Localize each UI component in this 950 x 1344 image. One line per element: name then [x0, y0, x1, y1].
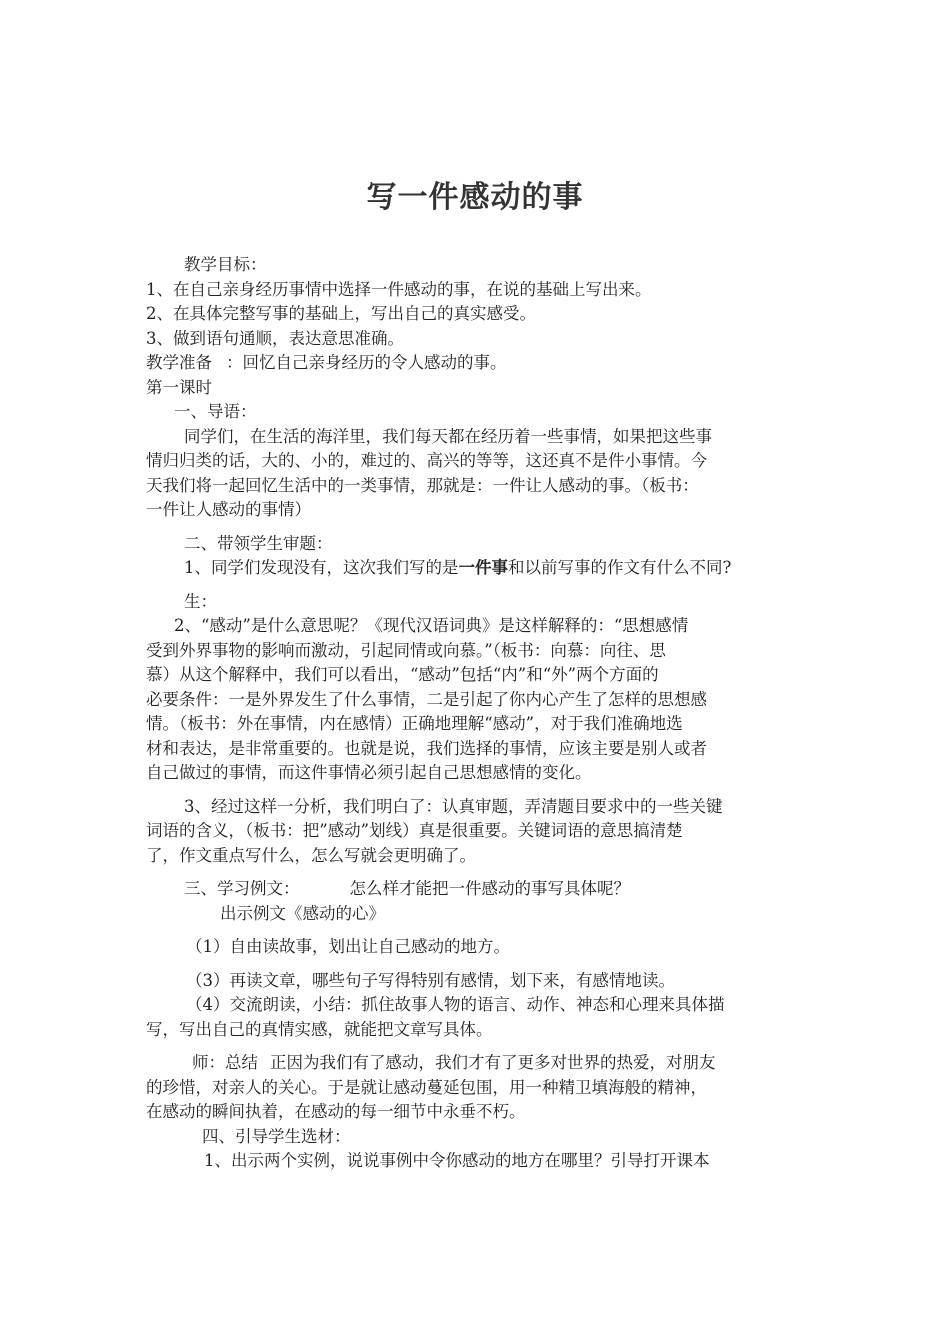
paragraph-line: 在感动的瞬间执着，在感动的每一细节中永垂不朽。: [146, 1102, 526, 1121]
paragraph-line: 材和表达，是非常重要的。也就是说，我们选择的事情，应该主要是别人或者: [146, 738, 707, 758]
teacher-label: 师：总结: [192, 1053, 258, 1072]
paragraph-line: 同学们，在生活的海洋里，我们每天都在经历着一些事情，如果把这些事: [184, 426, 712, 446]
teacher-summary-line: [146, 1051, 806, 1076]
goals-heading: 教学目标：: [184, 255, 267, 274]
section-3-heading: 三、学习例文：: [184, 879, 300, 898]
goal-item-1: 1、在自己亲身经历事情中选择一件感动的事，在说的基础上写出来。: [146, 279, 652, 299]
section-3-question: 怎么样才能把一件感动的事写具体呢？: [349, 879, 630, 898]
paragraph-line: 必要条件：一是外界发生了什么事情，二是引起了你内心产生了怎样的思想感: [146, 689, 707, 709]
goal-item-3: 3、做到语句通顺，表达意思准确。: [146, 328, 404, 348]
example-text-line: 出示例文《感动的心》: [220, 903, 385, 923]
paragraph-line: 慕）从这个解释中，我们可以看出，“感动”包括“内”和“外”两个方面的: [146, 665, 659, 684]
step-1: （1）自由读故事，划出让自己感动的地方。: [186, 937, 510, 956]
lesson-label: 第一课时: [146, 377, 212, 397]
paragraph-line: 3、经过这样一分析，我们明白了：认真审题，弄清题目要求中的一些关键: [184, 796, 723, 816]
student-label: 生：: [184, 591, 217, 611]
section-4-item-1: 1、出示两个实例，说说事例中令你感动的地方在哪里？引导打开课本: [204, 1151, 710, 1170]
paragraph-line: 情归归类的话，大的、小的，难过的、高兴的等等，这还真不是件小事情。今: [146, 451, 707, 470]
prep-text: ：回忆自己亲身经历的令人感动的事。: [226, 353, 507, 372]
paragraph-line: 天我们将一起回忆生活中的一类事情，那就是：一件让人感动的事。（板书：: [146, 475, 699, 495]
prep-line: [146, 351, 806, 376]
section-1-heading: 一、导语：: [174, 402, 257, 421]
section-2-heading: 二、带领学生审题：: [184, 533, 333, 553]
document-title: 写一件感动的事: [366, 180, 584, 215]
teacher-summary-text: 正因为我们有了感动，我们才有了更多对世界的热爱，对朋友: [270, 1053, 716, 1072]
document-body: [146, 253, 806, 1174]
question-1-post: 和以前写事的作文有什么不同?: [508, 558, 732, 577]
paragraph-line: 2、“感动”是什么意思呢？《现代汉语词典》是这样解释的：“思想感情: [174, 616, 689, 635]
question-1-line: [146, 556, 806, 581]
question-1-pre: 1、同学们发现没有，这次我们写的是: [184, 558, 459, 577]
paragraph-line: 的珍惜，对亲人的关心。于是就让感动蔓延包围，用一种精卫填海般的精神，: [146, 1077, 707, 1097]
step-4-line: 写，写出自己的真情实感，就能把文章写具体。: [146, 1019, 493, 1039]
step-3: （3）再读文章，哪些句子写得特别有感情，划下来，有感情地读。: [186, 970, 675, 990]
paragraph-line: 了，作文重点写什么，怎么写就会更明确了。: [146, 845, 476, 865]
question-1-emphasis: 一件事: [458, 558, 508, 577]
step-4-line: （4）交流朗读，小结：抓住故事人物的语言、动作、神态和心理来具体描: [186, 995, 725, 1014]
goal-item-2: 2、在具体完整写事的基础上，写出自己的真实感受。: [146, 304, 536, 323]
section-3-line: [146, 877, 806, 902]
paragraph-line: 自己做过的事情，而这件事情必须引起自己思想感情的变化。: [146, 763, 592, 782]
paragraph-line: 情。（板书：外在事情，内在感情）正确地理解“感动”，对于我们准确地选: [146, 714, 683, 733]
paragraph-line: 词语的含义，（板书：把”感动”划线）真是很重要。关键词语的意思搞清楚: [146, 821, 683, 840]
section-4-heading: 四、引导学生选材：: [202, 1126, 351, 1146]
prep-label: 教学准备: [146, 353, 212, 372]
paragraph-line: 一件让人感动的事情）: [146, 500, 311, 519]
paragraph-line: 受到外界事物的影响而激动，引起同情或向慕。”（板书：向慕：向往、思: [146, 640, 666, 660]
